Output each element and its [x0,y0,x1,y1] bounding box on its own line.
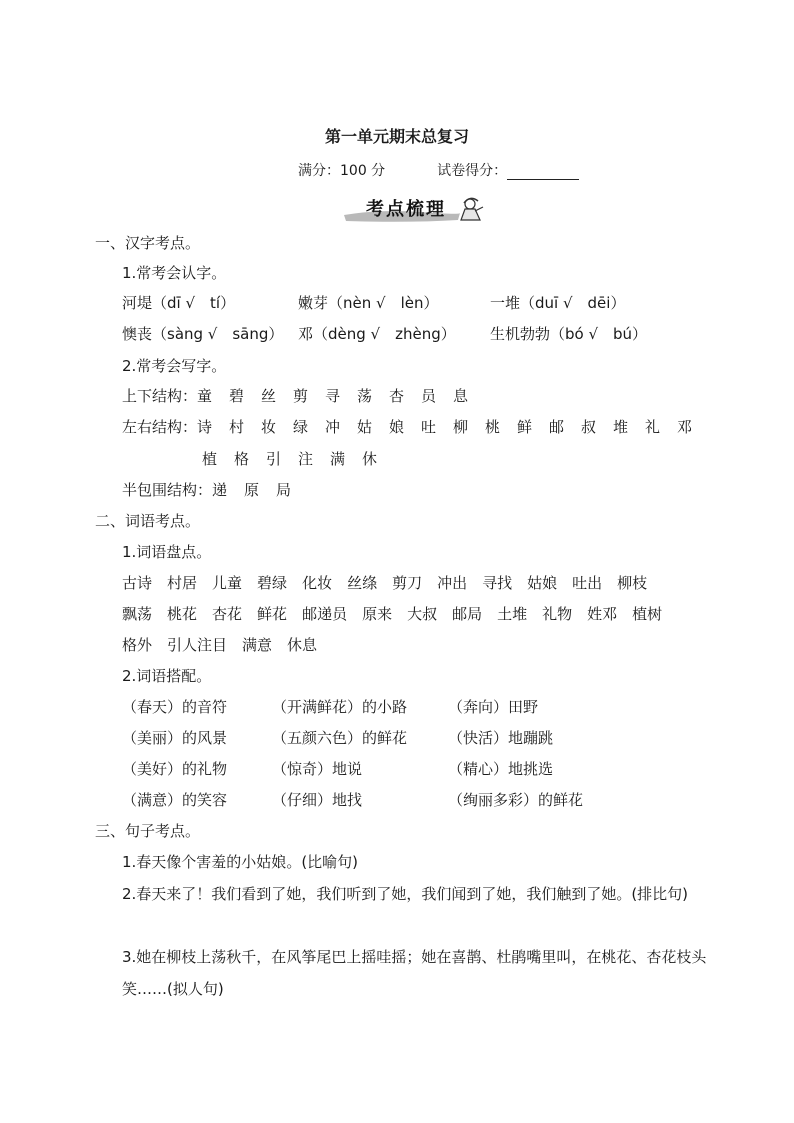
collocation: （满意）的笑容 [122,791,228,809]
leftright-structure-row [122,417,709,437]
char: 村 [229,418,245,436]
word: 邮递员 [302,605,348,623]
sentence-1: 1.春天像个害羞的小姑娘。(比喻句) [122,853,359,871]
char: 休 [362,450,378,468]
section2-heading: 二、词语考点。 [95,512,201,530]
char: 柳 [453,418,469,436]
page-title: 第一单元期末总复习 [324,127,469,146]
word: 格外 [122,636,153,654]
word: 姑娘 [527,574,558,592]
char: 童 [197,387,213,405]
char: 礼 [645,418,661,436]
char: 局 [276,481,292,499]
banner-title: 考点梳理 [366,199,446,220]
structure-label: 半包围结构： [122,481,213,499]
char: 丝 [261,387,277,405]
sentence-2: 2.春天来了！我们看到了她，我们听到了她，我们闻到了她，我们触到了她。(排比句) [122,885,689,903]
word: 杏花 [212,605,243,623]
char: 碧 [229,387,245,405]
collocation: （开满鲜花）的小路 [272,698,408,716]
score-blank [507,165,579,180]
poly-item: 邓（dèng √ zhèng） [298,325,456,343]
char: 剪 [293,387,309,405]
section3-heading: 三、句子考点。 [95,822,201,840]
section2-sub2: 2.词语搭配。 [122,667,212,685]
word: 冲出 [437,574,468,592]
char: 注 [298,450,314,468]
section1-sub2: 2.常考会写字。 [122,357,227,375]
char: 鲜 [517,418,533,436]
char: 植 [202,450,218,468]
word-row [122,635,332,655]
section2-sub1: 1.词语盘点。 [122,543,212,561]
word: 桃花 [167,605,198,623]
word: 飘荡 [122,605,153,623]
word: 古诗 [122,574,153,592]
word: 休息 [287,636,318,654]
section1-heading: 一、汉字考点。 [95,234,201,252]
char: 邮 [549,418,565,436]
char: 姑 [357,418,373,436]
char: 满 [330,450,346,468]
char: 格 [234,450,250,468]
char: 引 [266,450,282,468]
girl-figure-icon [461,198,483,220]
obtained-score-label: 试卷得分： [437,163,508,179]
poly-item: 懊丧（sàng √ sāng） [122,325,284,343]
word: 寻找 [482,574,513,592]
collocation: （美丽）的风景 [122,729,228,747]
word: 土堆 [497,605,528,623]
char: 递 [212,481,228,499]
collocation: （春天）的音符 [122,698,228,716]
word: 礼物 [542,605,573,623]
char: 桃 [485,418,501,436]
poly-item: 嫩芽（nèn √ lèn） [298,294,439,312]
word: 植树 [632,605,663,623]
char: 堆 [613,418,629,436]
collocation: （惊奇）地说 [272,760,363,778]
updown-structure-row [122,386,485,406]
word: 吐出 [572,574,603,592]
char: 冲 [325,418,341,436]
char: 叔 [581,418,597,436]
word: 碧绿 [257,574,288,592]
section-banner [340,193,490,223]
word: 原来 [362,605,393,623]
word: 儿童 [212,574,243,592]
char: 息 [453,387,469,405]
char: 妆 [261,418,277,436]
word: 姓邓 [587,605,618,623]
collocation: （奔向）田野 [448,698,539,716]
char: 寻 [325,387,341,405]
word: 满意 [242,636,273,654]
char: 娘 [389,418,405,436]
collocation: （美好）的礼物 [122,760,228,778]
word: 剪刀 [392,574,423,592]
half-enclosure-structure-row [122,480,308,500]
structure-label: 上下结构： [122,387,198,405]
word: 引人注目 [167,636,228,654]
char: 原 [244,481,260,499]
word: 大叔 [407,605,438,623]
word: 化妆 [302,574,333,592]
collocation: （仔细）地找 [272,791,363,809]
word: 邮局 [452,605,483,623]
poly-item: 河堤（dī √ tí） [122,294,236,312]
char: 绿 [293,418,309,436]
word: 村居 [167,574,198,592]
section1-sub1: 1.常考会认字。 [122,264,227,282]
char: 邓 [677,418,693,436]
poly-item: 一堆（duī √ dēi） [490,294,626,312]
word: 丝绦 [347,574,378,592]
word: 鲜花 [257,605,288,623]
full-score: 满分：100 分 [298,163,386,179]
char: 员 [421,387,437,405]
collocation: （快活）地蹦跳 [448,729,554,747]
collocation: （精心）地挑选 [448,760,554,778]
char: 荡 [357,387,373,405]
score-line [298,160,579,180]
collocation: （绚丽多彩）的鲜花 [448,791,584,809]
word-row [122,604,677,624]
char: 诗 [197,418,213,436]
collocation: （五颜六色）的鲜花 [272,729,408,747]
sentence-3: 3.她在柳枝上荡秋千，在风筝尾巴上摇哇摇；她在喜鹊、杜鹃嘴里叫，在桃花、杏花枝头笑……(拟人句) [122,948,707,998]
poly-item: 生机勃勃（bó √ bú） [490,325,648,343]
leftright-structure-row-2 [202,449,394,469]
word-row [122,573,662,593]
structure-label: 左右结构： [122,418,198,436]
word: 柳枝 [617,574,648,592]
char: 吐 [421,418,437,436]
char: 杏 [389,387,405,405]
